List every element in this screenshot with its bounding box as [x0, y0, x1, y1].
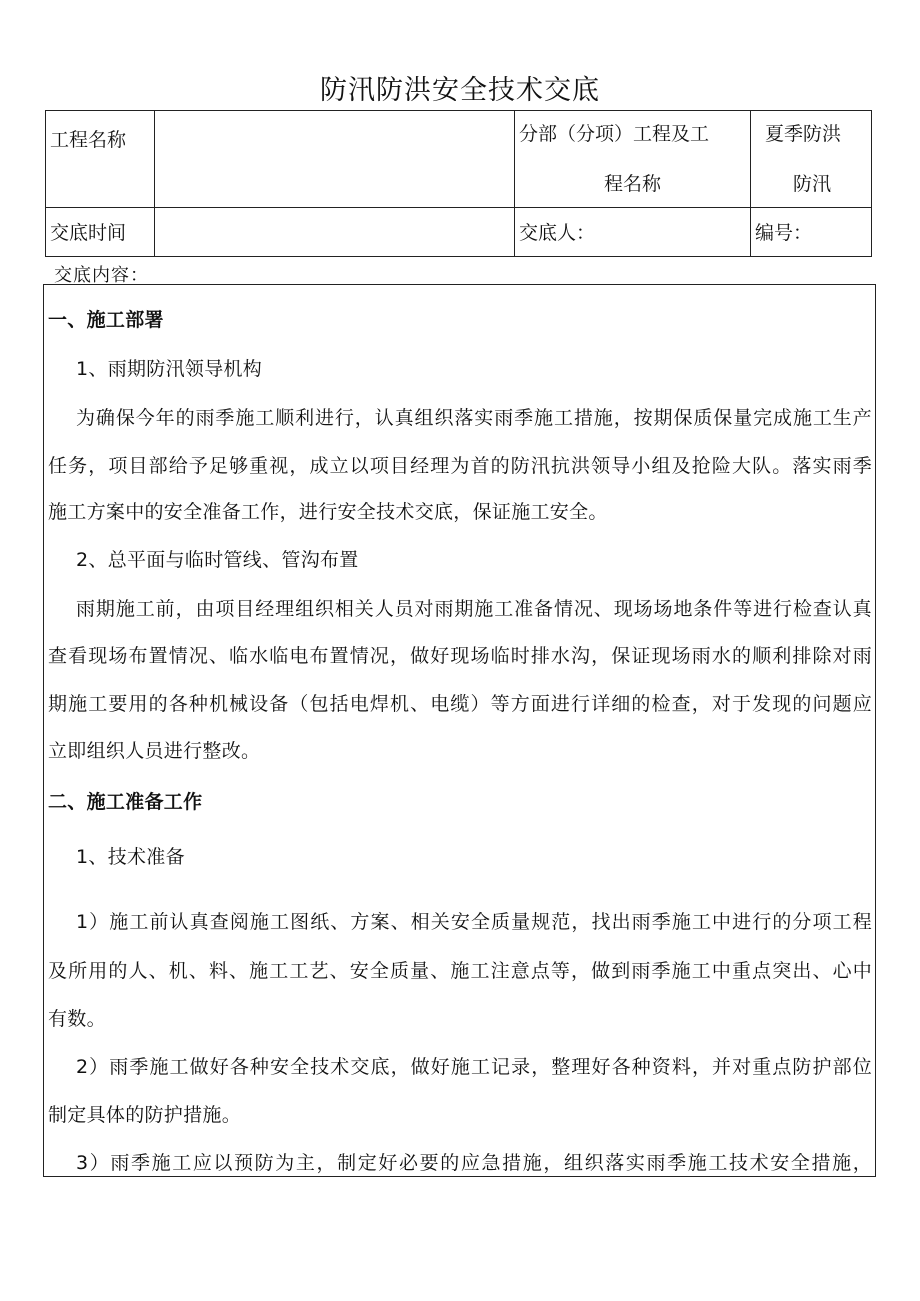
document-title: 防汛防洪安全技术交底	[320, 75, 600, 106]
sub-project-label-cell	[514, 111, 750, 208]
sub-project-label-line2: 程名称	[603, 173, 661, 195]
subsection-title-3: 1、技术准备	[76, 846, 185, 868]
sub-project-value-line1: 夏季防洪	[764, 123, 841, 145]
sub-project-value-line2: 防汛	[792, 173, 831, 195]
paragraph-1-line-2: 任务，项目部给予足够重视，成立以项目经理为首的防汛抗洪领导小组及抢险大队。落实雨季	[48, 455, 872, 477]
paragraph-1-line-1: 为确保今年的雨季施工顺利进行，认真组织落实雨季施工措施，按期保质保量完成施工生产	[76, 407, 872, 429]
subsection-title-1: 1、雨期防汛领导机构	[76, 358, 263, 380]
date-label-cell	[46, 208, 155, 257]
item-3-line-1: 3）雨季施工应以预防为主，制定好必要的应急措施，组织落实雨季施工技术安全措施，	[76, 1152, 872, 1174]
section-heading-2: 二、施工准备工作	[48, 791, 203, 813]
sub-project-value-cell[interactable]	[750, 111, 871, 208]
paragraph-2-line-1: 雨期施工前，由项目经理组织相关人员对雨期施工准备情况、现场场地条件等进行检查认真	[76, 598, 872, 620]
project-name-label: 工程名称	[50, 129, 127, 151]
paragraph-2-line-4: 立即组织人员进行整改。	[48, 740, 261, 762]
item-1-line-2: 及所用的人、机、料、施工工艺、安全质量、施工注意点等，做到雨季施工中重点突出、心中	[48, 960, 872, 982]
presenter-label: 交底人：	[518, 222, 595, 244]
number-cell[interactable]	[750, 208, 871, 257]
sub-project-label-line1: 分部（分项）工程及工	[518, 123, 709, 145]
paragraph-1-line-3: 施工方案中的安全准备工作，进行安全技术交底，保证施工安全。	[48, 501, 608, 523]
item-2-line-1: 2）雨季施工做好各种安全技术交底，做好施工记录，整理好各种资料，并对重点防护部位	[76, 1056, 872, 1078]
presenter-cell[interactable]	[514, 208, 750, 257]
paragraph-2-line-2: 查看现场布置情况、临水临电布置情况，做好现场临时排水沟，保证现场雨水的顺利排除对雨	[48, 645, 872, 667]
section-heading-1: 一、施工部署	[48, 309, 164, 331]
item-1-line-3: 有数。	[48, 1008, 106, 1030]
date-label: 交底时间	[50, 222, 127, 244]
number-label: 编号：	[754, 222, 812, 244]
paragraph-2-line-3: 期施工要用的各种机械设备（包括电焊机、电缆）等方面进行详细的检查，对于发现的问题应	[48, 693, 872, 715]
item-2-line-2: 制定具体的防护措施。	[48, 1104, 242, 1126]
info-table	[45, 110, 872, 257]
project-name-label-cell	[46, 111, 155, 208]
item-1-line-1: 1）施工前认真查阅施工图纸、方案、相关安全质量规范，找出雨季施工中进行的分项工程	[76, 911, 872, 933]
date-value-cell[interactable]	[154, 208, 514, 257]
content-label: 交底内容：	[54, 265, 149, 286]
project-name-value-cell[interactable]	[154, 111, 514, 208]
subsection-title-2: 2、总平面与临时管线、管沟布置	[76, 549, 359, 571]
